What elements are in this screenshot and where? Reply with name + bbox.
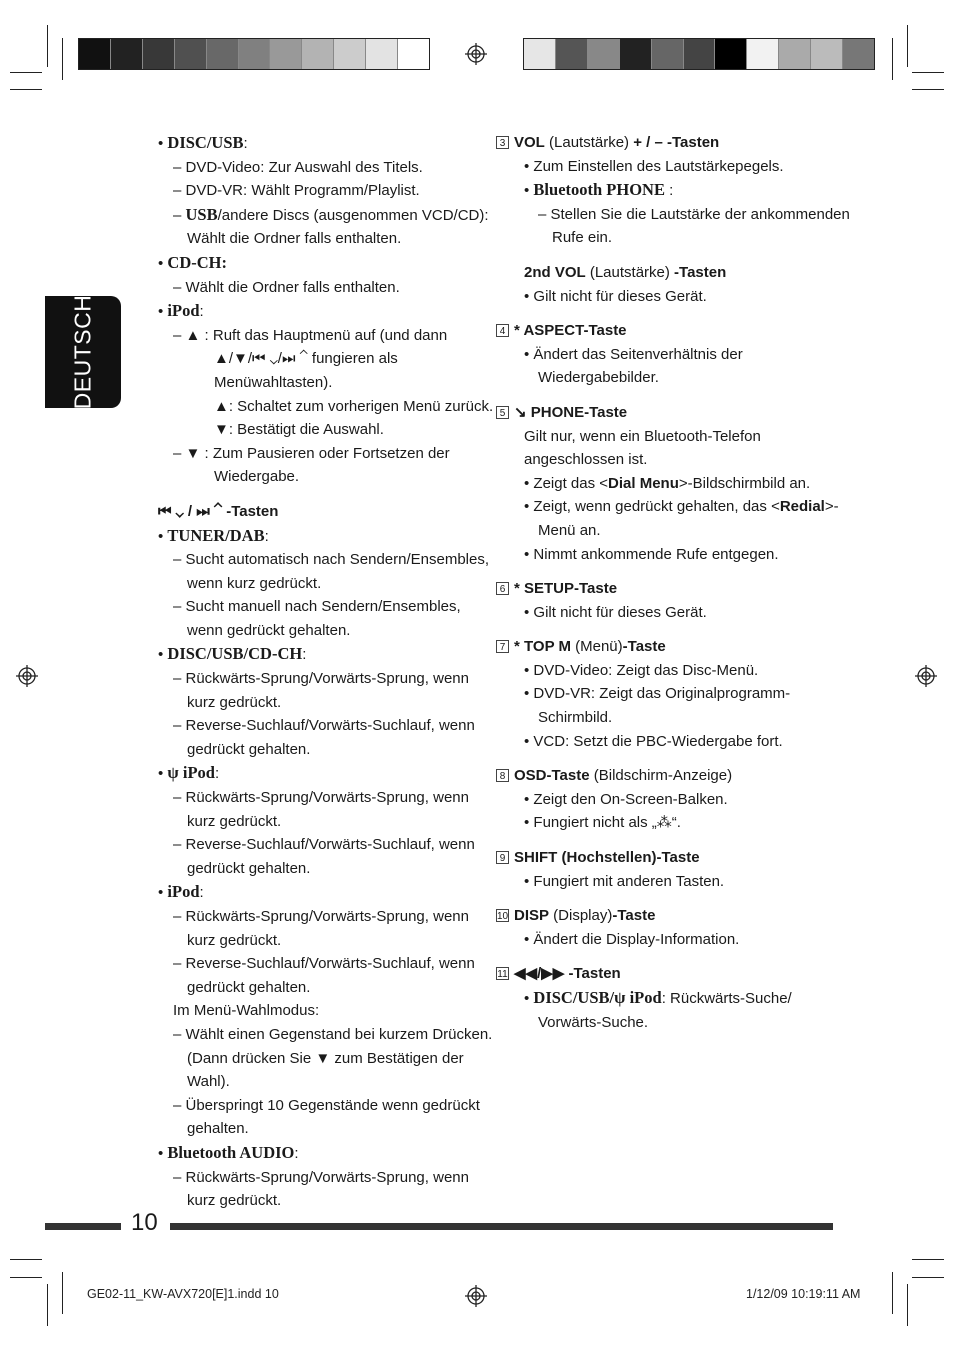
text-line: – Sucht automatisch nach Sendern/Ensembles, xyxy=(173,551,490,569)
crop-mark xyxy=(10,1277,42,1278)
section-heading: 9 SHIFT (Hochstellen)-Taste xyxy=(496,846,850,870)
text-line: – USB/andere Discs (ausgenommen VCD/CD): xyxy=(173,204,489,224)
text-line: – Wählt die Ordner falls enthalten. xyxy=(173,278,400,296)
text-line: • Fungiert nicht als „⁂“. xyxy=(524,814,681,832)
text-line: kurz gedrückt. xyxy=(187,812,282,830)
text-line: – ▲ : Ruft das Hauptmenü auf (und dann xyxy=(173,326,448,344)
footer-file: GE02-11_KW-AVX720[E]1.indd 10 xyxy=(87,1287,279,1301)
text-line: Rufe ein. xyxy=(552,229,613,247)
crop-mark xyxy=(912,1259,944,1260)
text-line: • DISC/USB: xyxy=(158,133,248,152)
crop-mark xyxy=(912,72,944,73)
registration-mark-icon xyxy=(465,1285,487,1307)
text-line: • Zum Einstellen des Lautstärkepegels. xyxy=(524,157,784,175)
text-line: Wiedergabe. xyxy=(214,468,300,486)
text-line: • ψ iPod: xyxy=(158,763,220,783)
crop-mark xyxy=(907,1284,908,1326)
text-line: – Rückwärts-Sprung/Vorwärts-Sprung, wenn xyxy=(173,908,469,925)
text-line: • Bluetooth AUDIO: xyxy=(158,1142,299,1162)
crop-mark xyxy=(62,1272,63,1314)
text-line: • DVD-Video: Zeigt das Disc-Menü. xyxy=(524,661,759,679)
text-line: – Rückwärts-Sprung/Vorwärts-Sprung, wenn xyxy=(173,1168,469,1186)
text-line: – Rückwärts-Sprung/Vorwärts-Sprung, wenn xyxy=(173,670,469,688)
text-line: – Stellen Sie die Lautstärke der ankommenden xyxy=(538,205,850,223)
text-line: – Reverse-Suchlauf/Vorwärts-Suchlauf, wenn xyxy=(173,955,475,973)
text-line: Wahl). xyxy=(187,1073,230,1091)
text-line: – Wählt einen Gegenstand bei kurzem Drücken. xyxy=(173,1025,493,1043)
text-line: Menüwahltasten). xyxy=(214,373,333,391)
text-line: • iPod: xyxy=(158,301,204,321)
section-heading: 4 * ASPECT-Taste xyxy=(496,319,850,343)
text-line: • Ändert die Display-Information. xyxy=(524,930,740,948)
section-heading: 11 ◀◀/▶▶ -Tasten xyxy=(497,965,621,983)
page-number: 10 xyxy=(131,1209,158,1236)
crop-mark xyxy=(47,1284,48,1326)
text-line: – ▼ : Zum Pausieren oder Fortsetzen der xyxy=(173,444,450,462)
text-line: gedrückt gehalten. xyxy=(187,740,311,758)
registration-mark-icon xyxy=(16,665,38,687)
language-tab xyxy=(45,296,121,408)
crop-mark xyxy=(10,1259,42,1260)
crop-mark xyxy=(907,25,908,67)
text-line: • VCD: Setzt die PBC-Wiedergabe fort. xyxy=(524,732,783,750)
text-line: wenn kurz gedrückt. xyxy=(187,574,322,592)
registration-mark-icon xyxy=(915,665,937,687)
section-heading: ⏮ ⌄ / ⏭ ⌃ -Tasten xyxy=(158,502,279,520)
registration-mark-icon xyxy=(465,43,487,65)
text-line: • Zeigt, wenn gedrückt gehalten, das <Redial>- xyxy=(524,498,839,516)
text-line: • Zeigt das <Dial Menu>-Bildschirmbild an. xyxy=(524,474,811,492)
section-heading: 5 ↘ PHONE-Taste xyxy=(496,401,850,425)
crop-mark xyxy=(912,1277,944,1278)
section-heading: 3 VOL (Lautstärke) + / – -Tasten xyxy=(496,131,850,155)
calibration-bar-left xyxy=(78,38,430,70)
language-tab-label: DEUTSCH xyxy=(69,294,96,410)
footer-date: 1/12/09 10:19:11 AM xyxy=(746,1287,861,1301)
text-line: Vorwärts-Suche. xyxy=(538,1013,649,1031)
text-line: – Reverse-Suchlauf/Vorwärts-Suchlauf, wenn xyxy=(173,836,475,854)
text-line: – Überspringt 10 Gegenstände wenn gedrückt xyxy=(173,1096,480,1114)
crop-mark xyxy=(10,89,42,90)
section-heading: 2nd VOL (Lautstärke) -Tasten xyxy=(524,263,727,281)
text-line: • Fungiert mit anderen Tasten. xyxy=(524,872,725,890)
text-line: • Zeigt den On-Screen-Balken. xyxy=(524,790,728,808)
text-line: – Sucht manuell nach Sendern/Ensembles, xyxy=(173,598,461,616)
right-column xyxy=(496,131,850,1034)
section-heading: 8 OSD-Taste (Bildschirm-Anzeige) xyxy=(496,764,850,788)
text-line: kurz gedrückt. xyxy=(187,1192,282,1210)
section-heading: 7 * TOP M (Menü)-Taste xyxy=(496,635,850,659)
text-line: Wiedergabebilder. xyxy=(538,369,659,387)
text-line: ▲/▼/⏮ ⌄/⏭ ⌃ fungieren als xyxy=(214,350,398,368)
text-line: wenn gedrückt gehalten. xyxy=(187,621,351,639)
text-line: ▼: Bestätigt die Auswahl. xyxy=(214,421,384,439)
text-line: • DISC/USB/CD-CH: xyxy=(158,644,307,664)
text-line: • TUNER/DAB: xyxy=(158,525,269,545)
text-line: gedrückt gehalten. xyxy=(187,859,311,877)
text-line: – DVD-VR: Wählt Programm/Playlist. xyxy=(173,182,420,200)
text-line: kurz gedrückt. xyxy=(187,693,282,711)
text-line: • CD-CH: xyxy=(158,252,227,272)
text-line: Schirmbild. xyxy=(538,709,613,727)
text-line: Menü an. xyxy=(538,521,601,539)
page-rule-right xyxy=(170,1223,833,1230)
text-line: – Reverse-Suchlauf/Vorwärts-Suchlauf, wenn xyxy=(173,717,475,735)
section-heading: 10 DISP (Display)-Taste xyxy=(497,907,656,925)
left-column xyxy=(158,131,493,1213)
text-line: Wählt die Ordner falls enthalten. xyxy=(187,230,402,248)
text-line: • Ändert das Seitenverhältnis der xyxy=(524,345,743,363)
crop-mark xyxy=(892,38,893,80)
text-line: gehalten. xyxy=(187,1120,249,1138)
text-line: • Nimmt ankommende Rufe entgegen. xyxy=(524,545,779,563)
text-line: • DISC/USB/ψ iPod: Rückwärts-Suche/ xyxy=(524,988,792,1007)
text-line: angeschlossen ist. xyxy=(524,451,648,469)
text-line: gedrückt gehalten. xyxy=(187,978,311,996)
text-line: Im Menü-Wahlmodus: xyxy=(173,1002,320,1020)
text-line: Gilt nur, wenn ein Bluetooth-Telefon xyxy=(524,427,761,445)
crop-mark xyxy=(912,89,944,90)
text-line: • Gilt nicht für dieses Gerät. xyxy=(524,603,707,621)
section-heading: 6 * SETUP-Taste xyxy=(496,577,850,601)
crop-mark xyxy=(62,38,63,80)
crop-mark xyxy=(10,72,42,73)
text-line: ▲: Schaltet zum vorherigen Menü zurück. xyxy=(214,397,494,415)
calibration-bar-right xyxy=(523,38,875,70)
text-line: – Rückwärts-Sprung/Vorwärts-Sprung, wenn xyxy=(173,789,469,807)
text-line: kurz gedrückt. xyxy=(187,931,282,949)
crop-mark xyxy=(47,25,48,67)
text-line: • Bluetooth PHONE : xyxy=(524,180,674,200)
text-line: • iPod: xyxy=(158,882,204,902)
text-line: • DVD-VR: Zeigt das Originalprogramm- xyxy=(524,685,791,703)
page-rule-left xyxy=(45,1223,121,1230)
text-line: – DVD-Video: Zur Auswahl des Titels. xyxy=(173,158,423,176)
text-line: (Dann drücken Sie ▼ zum Bestätigen der xyxy=(187,1049,464,1067)
crop-mark xyxy=(892,1272,893,1314)
text-line: • Gilt nicht für dieses Gerät. xyxy=(524,287,707,305)
